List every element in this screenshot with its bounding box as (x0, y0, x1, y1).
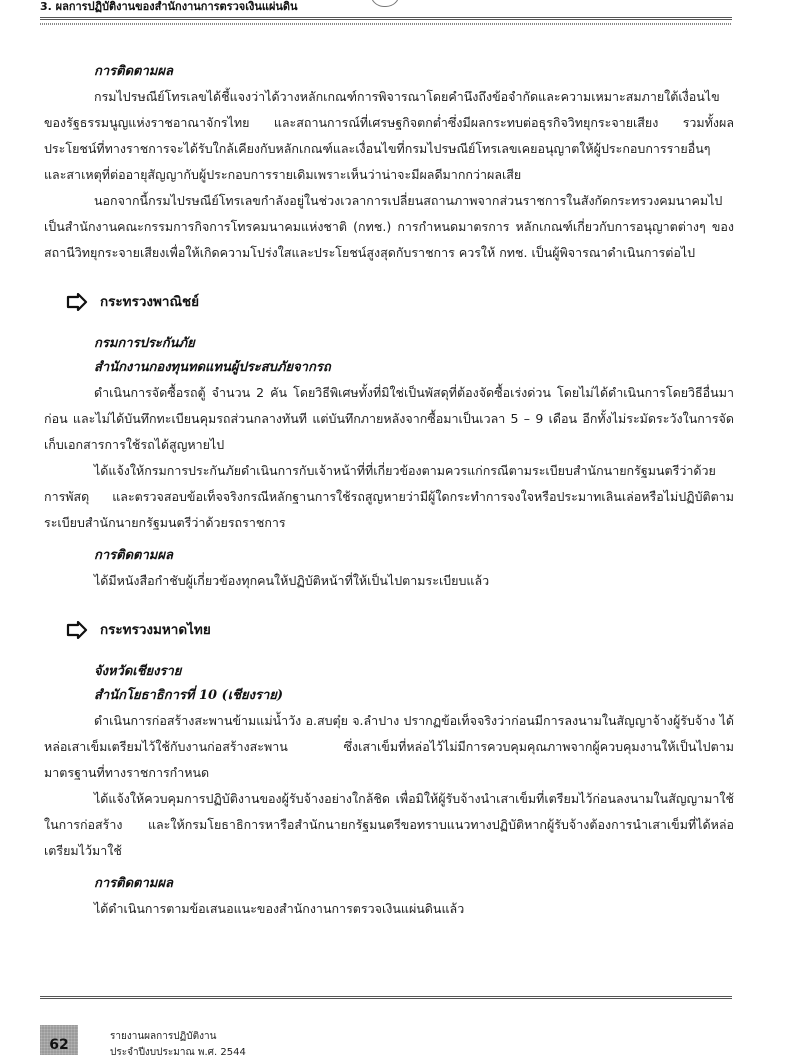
paragraph: กรมไปรษณีย์โทรเลขได้ชี้แจงว่าได้วางหลักเกณฑ์การพิจารณาโดยคำนึงถึงข้อจำกัดและความเหมาะสมภายใต้เงื่อนไขของรัฐธรรมนูญแห่งราชอาณาจักรไทย และสถานการณ์ที่เศรษฐกิจตกต่ำซึ่งมีผลกระทบต่อธุรกิจวิทยุกระจายเสียง รวมทั้งผลประโยชน์ที่ทางราชการจะได้รับใกล้เคียงกับหลักเกณฑ์และเงื่อนไขที่กรมไปรษณีย์โทรเลขเคยอนุญาตให้ผู้ประกอบการรายอื่นๆ และสาเหตุที่ต่ออายุสัญญากับผู้ประกอบการรายเดิมเพราะเห็นว่าน่าจะมีผลดีมากกว่าผลเสีย (44, 89, 734, 182)
page-number: 62 (49, 1037, 69, 1053)
paragraph: นอกจากนี้กรมไปรษณีย์โทรเลขกำลังอยู่ในช่วงเวลาการเปลี่ยนสถานภาพจากส่วนราชการในสังกัดกระทรวงคมนาคมไปเป็นสำนักงานคณะกรรมการกิจการโทรคมนาคมแห่งชาติ (กทช.) การกำหนดมาตรการ หลักเกณฑ์เกี่ยวกับการอนุญาตต่างๆ ของสถานีวิทยุกระจายเสียงเพื่อให้เกิดความโปร่งใสและประโยชน์สูงสุดกับราชการ ควรให้ กทช. เป็นผู้พิจารณาดำเนินการต่อไป (44, 193, 734, 260)
paragraph: ได้แจ้งให้กรมการประกันภัยดำเนินการกับเจ้าหน้าที่ที่เกี่ยวข้องตามควรแก่กรณีตามระเบียบสำนักนายกรัฐมนตรีว่าด้วยการพัสดุ และตรวจสอบข้อเท็จจริงกรณีหลักฐานการใช้รถสูญหายว่ามีผู้ใดกระทำการจงใจหรือประมาทเลินเล่อหรือไม่ปฏิบัติตามระเบียบสำนักนายกรัฐมนตรีว่าด้วยรถราชการ (44, 463, 734, 530)
followup-text: ได้ดำเนินการตามข้อเสนอแนะของสำนักงานการตรวจเงินแผ่นดินแล้ว (94, 901, 465, 916)
paragraph: ดำเนินการก่อสร้างสะพานข้ามแม่น้ำวัง อ.สบตุ๋ย จ.ลำปาง ปรากฏข้อเท็จจริงว่าก่อนมีการลงนามในสัญญาจ้างผู้รับจ้าง ได้หล่อเสาเข็มเตรียมไว้ใช้กับงานก่อสร้างสะพาน ซึ่งเสาเข็มที่หล่อไว้ไม่มีการควบคุมคุณภาพจากผู้ควบคุมงานให้เป็นไปตามมาตรฐานที่ทางราชการกำหนด (44, 713, 734, 780)
footer-report-title: รายงานผลการปฏิบัติงาน (110, 1031, 217, 1042)
document-body (44, 60, 734, 922)
followup-heading: การติดตามผล (94, 64, 173, 79)
ministry-heading-commerce (44, 288, 734, 318)
department-name: กรมการประกันภัย (94, 336, 195, 351)
footer-divider (40, 996, 732, 999)
ministry-heading-interior (44, 616, 734, 646)
page-number-badge (40, 1025, 78, 1055)
arrow-bullet-icon (66, 293, 88, 311)
office-name: สำนักโยธาธิการที่ 10 (เชียงราย) (94, 688, 284, 703)
paragraph: ดำเนินการจัดซื้อรถตู้ จำนวน 2 คัน โดยวิธีพิเศษทั้งที่มิใช่เป็นพัสดุที่ต้องจัดซื้อเร่งด่วน โดยไม่ได้ดำเนินการโดยวิธีอื่นมาก่อน และไม่ได้บันทึกทะเบียนคุมรถส่วนกลางทันที แต่บันทึกภายหลังจากซื้อมาเป็นเวลา 5 – 9 เดือน อีกทั้งไม่ระมัดระวังในการจัดเก็บเอกสารการใช้รถได้สูญหายไป (44, 385, 734, 452)
header-divider (40, 17, 732, 20)
footer-report-year: ประจำปีงบประมาณ พ.ศ. 2544 (110, 1047, 246, 1058)
paragraph: ได้แจ้งให้ควบคุมการปฏิบัติงานของผู้รับจ้างอย่างใกล้ชิด เพื่อมิให้ผู้รับจ้างนำเสาเข็มที่เตรียมไว้ก่อนลงนามในสัญญามาใช้ในการก่อสร้าง และให้กรมโยธาธิการหารือสำนักนายกรัฐมนตรีขอทราบแนวทางปฏิบัติหากผู้รับจ้างต้องการนำเสาเข็มที่ได้หล่อเตรียมไว้มาใช้ (44, 791, 734, 858)
followup-heading: การติดตามผล (94, 876, 173, 891)
followup-heading: การติดตามผล (94, 548, 173, 563)
ministry-name: กระทรวงมหาดไทย (100, 622, 211, 638)
province-name: จังหวัดเชียงราย (94, 664, 182, 679)
header-dotted-divider (40, 23, 732, 25)
page-header (40, 0, 732, 22)
ministry-name: กระทรวงพาณิชย์ (100, 294, 200, 310)
followup-text: ได้มีหนังสือกำชับผู้เกี่ยวข้องทุกคนให้ปฏิบัติหน้าที่ให้เป็นไปตามระเบียบแล้ว (94, 573, 490, 588)
arrow-bullet-icon (66, 621, 88, 639)
office-name: สำนักงานกองทุนทดแทนผู้ประสบภัยจากรถ (94, 360, 331, 375)
emblem-icon (370, 0, 400, 7)
header-title: 3. ผลการปฏิบัติงานของสำนักงานการตรวจเงินแผ่นดิน (40, 0, 298, 13)
